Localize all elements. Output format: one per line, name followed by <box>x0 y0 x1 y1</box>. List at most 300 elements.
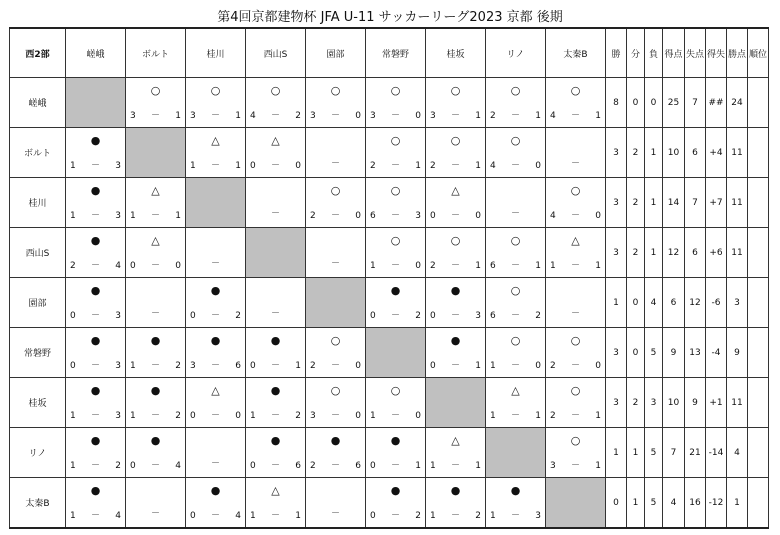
score-separator: － <box>570 261 580 271</box>
stat-cell: 9 <box>685 378 706 428</box>
result-mark: ● <box>390 434 401 447</box>
table-row <box>10 428 769 478</box>
score-against: 2 <box>415 311 421 321</box>
score <box>430 161 481 171</box>
score <box>310 361 361 371</box>
match-cell <box>246 428 306 478</box>
match-cell <box>426 128 486 178</box>
score-separator: － <box>570 411 580 421</box>
stat-cell: 7 <box>685 178 706 228</box>
score <box>430 261 481 271</box>
score-against: 3 <box>535 511 541 521</box>
stat-cell: 4 <box>663 478 685 529</box>
score-against: 3 <box>115 411 121 421</box>
stat-cell: 5 <box>645 478 663 529</box>
result-mark: ● <box>210 484 221 497</box>
score-separator: － <box>330 411 340 421</box>
stat-cell: 6 <box>663 278 685 328</box>
result-mark: △ <box>451 434 460 447</box>
score-for: 1 <box>130 411 136 421</box>
score <box>550 411 601 421</box>
no-match-dash: － <box>570 309 580 319</box>
result-mark: ○ <box>390 384 401 397</box>
match-cell <box>546 328 606 378</box>
table-row <box>10 378 769 428</box>
stat-cell: 7 <box>685 78 706 128</box>
result-mark: ● <box>270 384 281 397</box>
self-match-cell <box>366 328 426 378</box>
match-cell <box>186 328 246 378</box>
score-against: 0 <box>355 111 361 121</box>
row-header-team: 桂坂 <box>10 378 66 428</box>
match-cell <box>546 378 606 428</box>
match-cell <box>546 128 606 178</box>
stat-cell: 16 <box>685 478 706 529</box>
row-header-team: 桂川 <box>10 178 66 228</box>
stat-cell <box>748 278 769 328</box>
stat-cell: 0 <box>645 78 663 128</box>
score <box>550 211 601 221</box>
score <box>550 361 601 371</box>
stat-cell: 12 <box>685 278 706 328</box>
score-for: 4 <box>490 161 496 171</box>
score-against: 1 <box>175 211 181 221</box>
match-cell <box>546 78 606 128</box>
score-separator: － <box>150 211 160 221</box>
stat-cell: 0 <box>606 478 627 529</box>
stat-cell: 9 <box>727 328 748 378</box>
result-mark: △ <box>151 234 160 247</box>
score-for: 1 <box>490 411 496 421</box>
score-separator: － <box>150 361 160 371</box>
score-separator: － <box>270 461 280 471</box>
match-cell <box>426 278 486 328</box>
column-header-team: 嵯峨 <box>66 28 126 78</box>
match-cell <box>486 378 546 428</box>
column-header-team: 園部 <box>306 28 366 78</box>
stat-cell: 7 <box>663 428 685 478</box>
result-mark: ● <box>330 434 341 447</box>
stat-cell: 11 <box>727 178 748 228</box>
no-match-dash: － <box>210 459 220 469</box>
match-cell <box>546 428 606 478</box>
match-cell <box>66 428 126 478</box>
score <box>190 411 241 421</box>
score <box>70 511 121 521</box>
score-for: 0 <box>430 311 436 321</box>
score-against: 2 <box>175 361 181 371</box>
no-match-dash: － <box>270 209 280 219</box>
stat-cell: 0 <box>627 78 645 128</box>
match-cell <box>546 278 606 328</box>
match-cell <box>186 478 246 529</box>
result-mark: ● <box>90 134 101 147</box>
match-cell <box>306 128 366 178</box>
result-mark: ○ <box>510 84 521 97</box>
result-mark: ● <box>210 284 221 297</box>
score-separator: － <box>270 511 280 521</box>
self-match-cell <box>486 428 546 478</box>
score <box>190 111 241 121</box>
match-cell <box>246 328 306 378</box>
score-against: 0 <box>475 211 481 221</box>
score-against: 1 <box>595 461 601 471</box>
score <box>190 311 241 321</box>
stat-cell: 3 <box>727 278 748 328</box>
score-separator: － <box>210 111 220 121</box>
score <box>490 261 541 271</box>
no-match-dash: － <box>330 509 340 519</box>
score-for: 0 <box>130 261 136 271</box>
result-mark: ○ <box>390 234 401 247</box>
score <box>70 411 121 421</box>
result-mark: ○ <box>270 84 281 97</box>
score-against: 1 <box>475 111 481 121</box>
score-against: 6 <box>295 461 301 471</box>
stat-cell: 1 <box>627 478 645 529</box>
table-row <box>10 128 769 178</box>
score-against: 1 <box>295 511 301 521</box>
score-for: 0 <box>130 461 136 471</box>
score-for: 0 <box>250 461 256 471</box>
score <box>370 511 421 521</box>
score-separator: － <box>450 161 460 171</box>
column-header-team: 桂川 <box>186 28 246 78</box>
score-against: 1 <box>235 111 241 121</box>
score-against: 3 <box>115 361 121 371</box>
match-cell <box>126 178 186 228</box>
stat-cell: -14 <box>706 428 727 478</box>
score-separator: － <box>390 161 400 171</box>
stat-cell <box>748 78 769 128</box>
table-row <box>10 478 769 529</box>
stat-cell: 2 <box>627 178 645 228</box>
score-for: 0 <box>370 511 376 521</box>
match-cell <box>186 378 246 428</box>
score-for: 3 <box>190 361 196 371</box>
match-cell <box>126 478 186 529</box>
score <box>70 161 121 171</box>
score-for: 1 <box>70 211 76 221</box>
match-cell <box>486 278 546 328</box>
score <box>370 311 421 321</box>
no-match-dash: － <box>510 209 520 219</box>
stat-cell: 1 <box>645 178 663 228</box>
match-cell <box>306 328 366 378</box>
result-mark: ○ <box>330 84 341 97</box>
match-cell <box>66 378 126 428</box>
score-separator: － <box>270 411 280 421</box>
column-header-team: 常磐野 <box>366 28 426 78</box>
result-mark: △ <box>571 234 580 247</box>
score-against: 1 <box>475 361 481 371</box>
stat-cell: -12 <box>706 478 727 529</box>
score <box>70 211 121 221</box>
result-mark: ○ <box>570 434 581 447</box>
score-against: 1 <box>475 261 481 271</box>
result-mark: ○ <box>210 84 221 97</box>
score-against: 1 <box>175 111 181 121</box>
stat-cell: -6 <box>706 278 727 328</box>
match-cell <box>366 178 426 228</box>
row-header-team: 太秦B <box>10 478 66 529</box>
score-against: 2 <box>535 311 541 321</box>
score <box>370 161 421 171</box>
result-mark: ● <box>450 484 461 497</box>
result-mark: △ <box>211 384 220 397</box>
no-match-dash: － <box>270 309 280 319</box>
score-for: 1 <box>490 511 496 521</box>
stat-cell: 2 <box>627 378 645 428</box>
stat-cell <box>748 328 769 378</box>
match-cell <box>426 328 486 378</box>
score-separator: － <box>390 261 400 271</box>
score-separator: － <box>450 361 460 371</box>
stat-cell: 3 <box>606 328 627 378</box>
match-cell <box>486 178 546 228</box>
match-cell <box>366 428 426 478</box>
score-separator: － <box>90 411 100 421</box>
stat-header: 勝 <box>606 28 627 78</box>
score-separator: － <box>330 211 340 221</box>
score-against: 2 <box>415 511 421 521</box>
match-cell <box>246 478 306 529</box>
score-against: 6 <box>235 361 241 371</box>
score <box>250 411 301 421</box>
score-against: 6 <box>355 461 361 471</box>
score-against: 4 <box>115 261 121 271</box>
score-separator: － <box>150 461 160 471</box>
result-mark: ● <box>450 334 461 347</box>
stat-cell: 3 <box>606 128 627 178</box>
score-against: 3 <box>115 161 121 171</box>
score-separator: － <box>510 111 520 121</box>
row-header-team: 嵯峨 <box>10 78 66 128</box>
match-cell <box>186 228 246 278</box>
score-against: 0 <box>595 211 601 221</box>
score-for: 1 <box>430 461 436 471</box>
match-cell <box>126 228 186 278</box>
score-separator: － <box>330 111 340 121</box>
header-row <box>10 28 769 78</box>
column-header-team: 太秦B <box>546 28 606 78</box>
table-row <box>10 78 769 128</box>
result-mark: ○ <box>570 184 581 197</box>
score-for: 1 <box>370 411 376 421</box>
column-header-team: 桂坂 <box>426 28 486 78</box>
score-for: 3 <box>550 461 556 471</box>
match-cell <box>66 128 126 178</box>
score-against: 0 <box>235 411 241 421</box>
result-mark: ○ <box>450 134 461 147</box>
no-match-dash: － <box>150 509 160 519</box>
score-separator: － <box>510 261 520 271</box>
row-header-team: 西山S <box>10 228 66 278</box>
match-cell <box>366 78 426 128</box>
stat-cell: 24 <box>727 78 748 128</box>
no-match-dash: － <box>150 309 160 319</box>
score-separator: － <box>90 261 100 271</box>
stat-cell: +7 <box>706 178 727 228</box>
no-match-dash: － <box>210 259 220 269</box>
score <box>370 111 421 121</box>
score <box>490 311 541 321</box>
score-for: 1 <box>550 261 556 271</box>
score-separator: － <box>390 311 400 321</box>
score <box>130 261 181 271</box>
score-for: 4 <box>550 211 556 221</box>
stat-cell: +1 <box>706 378 727 428</box>
score-against: 2 <box>235 311 241 321</box>
result-mark: ○ <box>150 84 161 97</box>
score-against: 0 <box>175 261 181 271</box>
match-cell <box>306 478 366 529</box>
score-for: 0 <box>70 361 76 371</box>
match-cell <box>306 178 366 228</box>
stat-cell: 1 <box>645 128 663 178</box>
score <box>490 111 541 121</box>
result-mark: ○ <box>330 184 341 197</box>
score-for: 1 <box>190 161 196 171</box>
result-mark: ● <box>450 284 461 297</box>
score-for: 2 <box>430 261 436 271</box>
score <box>490 511 541 521</box>
no-match-dash: － <box>570 159 580 169</box>
match-cell <box>426 478 486 529</box>
score-separator: － <box>570 111 580 121</box>
match-cell <box>126 78 186 128</box>
score <box>370 411 421 421</box>
result-mark: ○ <box>450 234 461 247</box>
score-separator: － <box>90 461 100 471</box>
stat-cell: 5 <box>645 428 663 478</box>
row-header-team: 園部 <box>10 278 66 328</box>
stat-cell: 4 <box>645 278 663 328</box>
score-separator: － <box>330 461 340 471</box>
stat-cell: 13 <box>685 328 706 378</box>
match-cell <box>306 378 366 428</box>
row-header-team: 常磐野 <box>10 328 66 378</box>
match-cell <box>306 428 366 478</box>
stat-cell <box>748 378 769 428</box>
score-separator: － <box>90 361 100 371</box>
score-separator: － <box>390 461 400 471</box>
stat-cell: 11 <box>727 128 748 178</box>
score-against: 1 <box>415 161 421 171</box>
score-against: 1 <box>535 111 541 121</box>
match-cell <box>66 478 126 529</box>
score-against: 4 <box>115 511 121 521</box>
match-cell <box>426 178 486 228</box>
score <box>370 461 421 471</box>
score-separator: － <box>450 211 460 221</box>
score-separator: － <box>570 461 580 471</box>
score <box>370 261 421 271</box>
score-separator: － <box>510 511 520 521</box>
stat-cell: 1 <box>606 428 627 478</box>
score-against: 1 <box>295 361 301 371</box>
score <box>430 511 481 521</box>
score <box>130 111 181 121</box>
stat-cell: 1 <box>727 478 748 529</box>
score-for: 6 <box>370 211 376 221</box>
score <box>310 111 361 121</box>
result-mark: ○ <box>390 134 401 147</box>
score <box>310 461 361 471</box>
score-for: 4 <box>250 111 256 121</box>
score <box>430 111 481 121</box>
stat-header: 順位 <box>748 28 769 78</box>
score-against: 4 <box>175 461 181 471</box>
no-match-dash: － <box>330 159 340 169</box>
score-for: 4 <box>550 111 556 121</box>
score-for: 1 <box>70 511 76 521</box>
result-mark: ○ <box>570 84 581 97</box>
result-mark: ● <box>390 484 401 497</box>
score-separator: － <box>90 161 100 171</box>
stat-header: 分 <box>627 28 645 78</box>
score-against: 0 <box>355 211 361 221</box>
score-against: 2 <box>475 511 481 521</box>
score-against: 1 <box>235 161 241 171</box>
score-separator: － <box>270 111 280 121</box>
score-against: 1 <box>535 411 541 421</box>
score-against: 3 <box>115 311 121 321</box>
match-cell <box>486 128 546 178</box>
match-cell <box>366 228 426 278</box>
division-label: 西2部 <box>10 28 66 78</box>
score <box>250 111 301 121</box>
result-mark: ● <box>270 334 281 347</box>
score <box>250 461 301 471</box>
stat-cell: 6 <box>685 128 706 178</box>
score-against: 0 <box>355 361 361 371</box>
score-separator: － <box>390 111 400 121</box>
score-separator: － <box>450 261 460 271</box>
match-cell <box>186 78 246 128</box>
stat-cell <box>748 178 769 228</box>
score <box>130 461 181 471</box>
score-for: 3 <box>370 111 376 121</box>
score-against: 2 <box>295 111 301 121</box>
result-mark: △ <box>451 184 460 197</box>
match-cell <box>426 228 486 278</box>
score-separator: － <box>150 411 160 421</box>
match-cell <box>306 78 366 128</box>
score-for: 0 <box>370 311 376 321</box>
score <box>550 111 601 121</box>
score-against: 0 <box>355 411 361 421</box>
score-against: 4 <box>235 511 241 521</box>
stat-header: 失点 <box>685 28 706 78</box>
self-match-cell <box>186 178 246 228</box>
stat-cell: -4 <box>706 328 727 378</box>
score-for: 1 <box>70 161 76 171</box>
score-for: 2 <box>550 411 556 421</box>
score <box>310 211 361 221</box>
score-separator: － <box>510 411 520 421</box>
row-header-team: リノ <box>10 428 66 478</box>
score-for: 0 <box>430 211 436 221</box>
result-mark: ○ <box>510 134 521 147</box>
score-for: 0 <box>190 511 196 521</box>
table-row <box>10 228 769 278</box>
score <box>490 161 541 171</box>
match-cell <box>246 178 306 228</box>
score <box>130 411 181 421</box>
stat-cell <box>748 228 769 278</box>
match-cell <box>186 128 246 178</box>
